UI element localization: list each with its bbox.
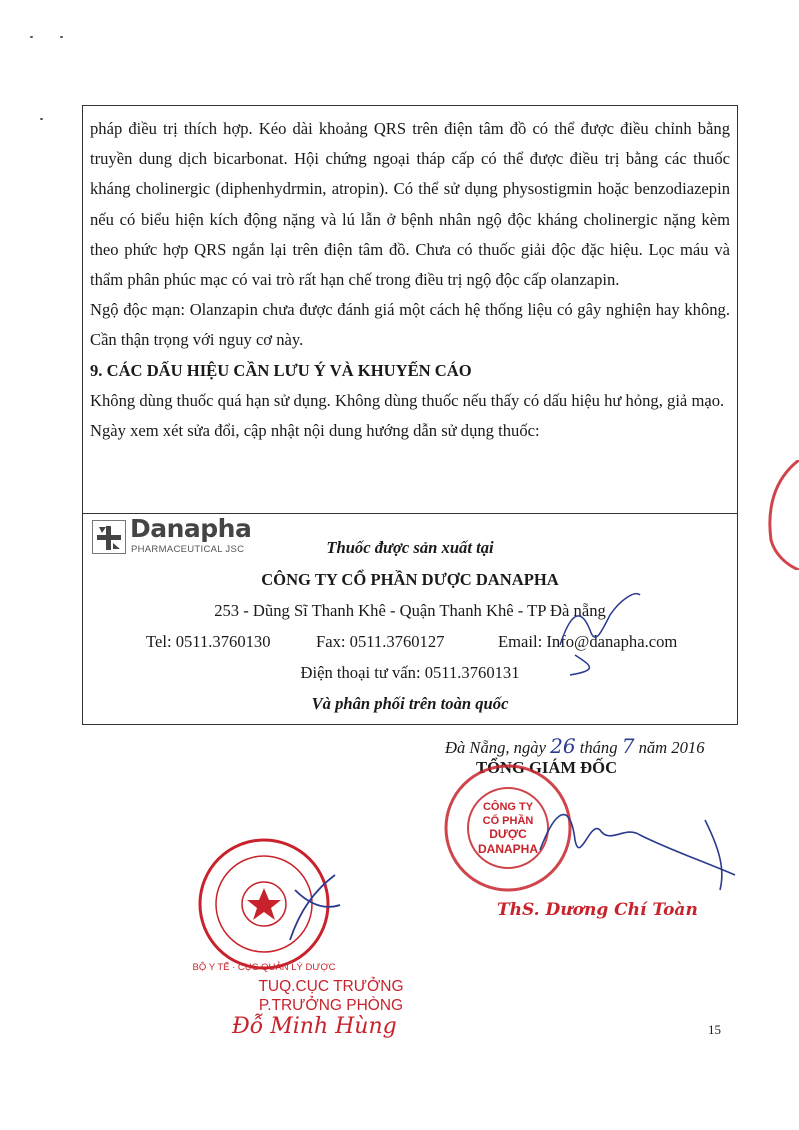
director-title: TỔNG GIÁM ĐỐC: [476, 758, 618, 777]
advisory-hotline: Điện thoại tư vấn: 0511.3760131: [300, 663, 520, 682]
deputy-title: [246, 977, 416, 1015]
scan-speck: [60, 36, 63, 38]
edge-stamp-fragment: [763, 460, 799, 575]
chronic-poisoning-paragraph: Ngộ độc mạn: Olanzapin chưa được đánh giá một cách hệ thống liệu có gây nghiện hay không. Cần thận trọng với nguy cơ này.: [90, 300, 730, 350]
company-fax: Fax: 0511.3760127: [316, 632, 445, 651]
logo-name: Danapha: [130, 514, 252, 543]
stamp-line-2: CỔ PHẦN: [482, 815, 534, 827]
company-tel: Tel: 0511.3760130: [146, 632, 271, 651]
body-text: [90, 114, 730, 446]
signoff-day: 26: [550, 734, 576, 758]
signoff-year: năm 2016: [638, 738, 705, 757]
stamp-line-4: DANAPHA: [478, 842, 538, 856]
company-address: 253 - Dũng Sĩ Thanh Khê - Quận Thanh Khê - TP Đà nẵng: [214, 601, 606, 620]
deputy-title-line-2: P.TRƯỞNG PHÒNG: [258, 997, 404, 1014]
signoff-date: [445, 734, 705, 758]
director-name: ThS. Dương Chí Toàn: [497, 900, 698, 920]
deputy-signature-mark: [280, 870, 350, 950]
distribution-note: Và phân phối trên toàn quốc: [311, 694, 509, 713]
page-number: 15: [708, 1022, 721, 1037]
signature-scribble: [540, 585, 650, 680]
revision-date-line: Ngày xem xét sửa đổi, cập nhật nội dung hướng dẫn sử dụng thuốc:: [90, 421, 540, 441]
produced-at: Thuốc được sản xuất tại: [326, 538, 494, 557]
company-name: CÔNG TY CỔ PHẦN DƯỢC DANAPHA: [261, 570, 559, 589]
warning-paragraph: Không dùng thuốc quá hạn sử dụng. Không dùng thuốc nếu thấy có dấu hiệu hư hỏng, giả mạo.: [90, 390, 725, 410]
scan-speck: [30, 36, 33, 38]
signoff-month: 7: [621, 734, 635, 758]
ministry-stamp-ring-text: BỘ Y TẾ · CỤC QUẢN LÝ DƯỢC: [192, 962, 336, 973]
overdose-paragraph: pháp điều trị thích hợp. Kéo dài khoảng QRS trên điện tâm đồ có thể được điều chỉnh bằng truyền dung dịch bicarbonat. Hội chứng ngoại tháp cấp có thể được điều trị bằng các thuốc kháng cholinergic (diphenhydrmin, atropin). Có thể sử dụng physostigmin hoặc benzodiazepin nếu có biểu hiện kích động nặng và lú lẫn ở bệnh nhân ngộ độc kháng cholinergic nặng kèm theo phức hợp QRS ngắn lại trên điện tâm đồ. Chưa có thuốc giải độc đặc hiệu. Lọc máu và thẩm phân phúc mạc có vai trò rất hạn chế trong điều trị ngộ độc cấp olanzapin.: [90, 119, 730, 290]
director-signature: [530, 790, 750, 900]
logo-subtitle: PHARMACEUTICAL JSC: [131, 544, 245, 555]
signoff-month-label: tháng: [579, 738, 618, 757]
deputy-title-line-1: TUQ.CỤC TRƯỞNG: [258, 978, 404, 995]
signoff-place: Đà Nẵng, ngày: [445, 738, 546, 757]
scan-speck: [40, 118, 43, 120]
stamp-line-1: CÔNG TY: [482, 801, 534, 813]
section-heading: 9. CÁC DẤU HIỆU CẦN LƯU Ý VÀ KHUYẾN CÁO: [90, 360, 472, 380]
deputy-name: Đỗ Minh Hùng: [232, 1014, 397, 1039]
company-email: Email: Info@danapha.com: [498, 632, 678, 651]
stamp-line-3: DƯỢC: [489, 827, 527, 841]
